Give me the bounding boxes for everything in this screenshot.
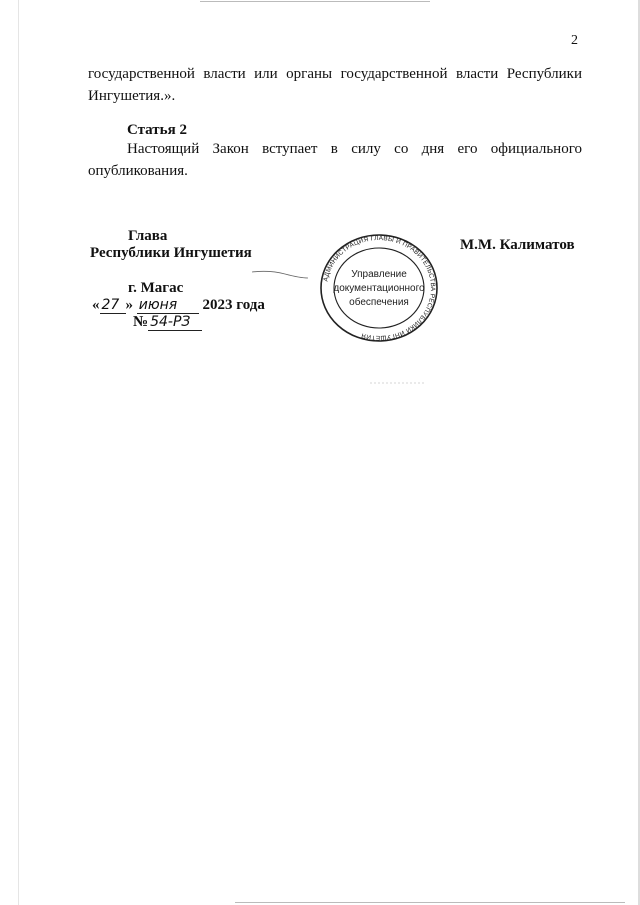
scan-mark bbox=[370, 380, 430, 386]
official-seal bbox=[318, 233, 440, 343]
signing-city: г. Магас bbox=[128, 280, 184, 296]
article-line: опубликования. bbox=[88, 163, 188, 179]
number-handwritten: 54-РЗ bbox=[148, 315, 202, 331]
seal-text-line: документационного bbox=[333, 283, 425, 294]
paragraph-line: Ингушетия.». bbox=[88, 88, 176, 104]
page-number: 2 bbox=[571, 33, 578, 48]
signatory-title-line: Глава bbox=[128, 228, 168, 244]
article-line: Настоящий Закон вступает в силу со дня его официального bbox=[127, 141, 582, 157]
number-sign: № bbox=[133, 314, 149, 330]
seal-text-line: обеспечения bbox=[349, 297, 409, 308]
date-open-quote: « bbox=[92, 297, 100, 313]
scan-edge-bottom bbox=[235, 902, 625, 903]
date-day-handwritten: 27 bbox=[100, 298, 126, 314]
date-close-quote: » bbox=[125, 297, 133, 313]
signatory-title-line: Республики Ингушетия bbox=[90, 245, 252, 261]
signature-stroke bbox=[250, 268, 310, 282]
date-year: 2023 года bbox=[202, 297, 265, 313]
scan-edge-top bbox=[200, 1, 430, 2]
seal-ring-text: АДМИНИСТРАЦИЯ ГЛАВЫ И ПРАВИТЕЛЬСТВА РЕСПУБЛИКИ ИНГУШЕТИЯ bbox=[322, 234, 437, 342]
signing-date bbox=[92, 297, 265, 314]
seal-text-line: Управление bbox=[351, 269, 407, 280]
law-number bbox=[133, 314, 202, 331]
article-title: Статья 2 bbox=[127, 122, 187, 138]
scan-edge-left bbox=[18, 0, 19, 905]
date-month-handwritten: июня bbox=[137, 298, 199, 314]
signatory-name: М.М. Калиматов bbox=[460, 237, 575, 253]
paragraph-line: государственной власти или органы государственной власти Республики bbox=[88, 66, 582, 82]
